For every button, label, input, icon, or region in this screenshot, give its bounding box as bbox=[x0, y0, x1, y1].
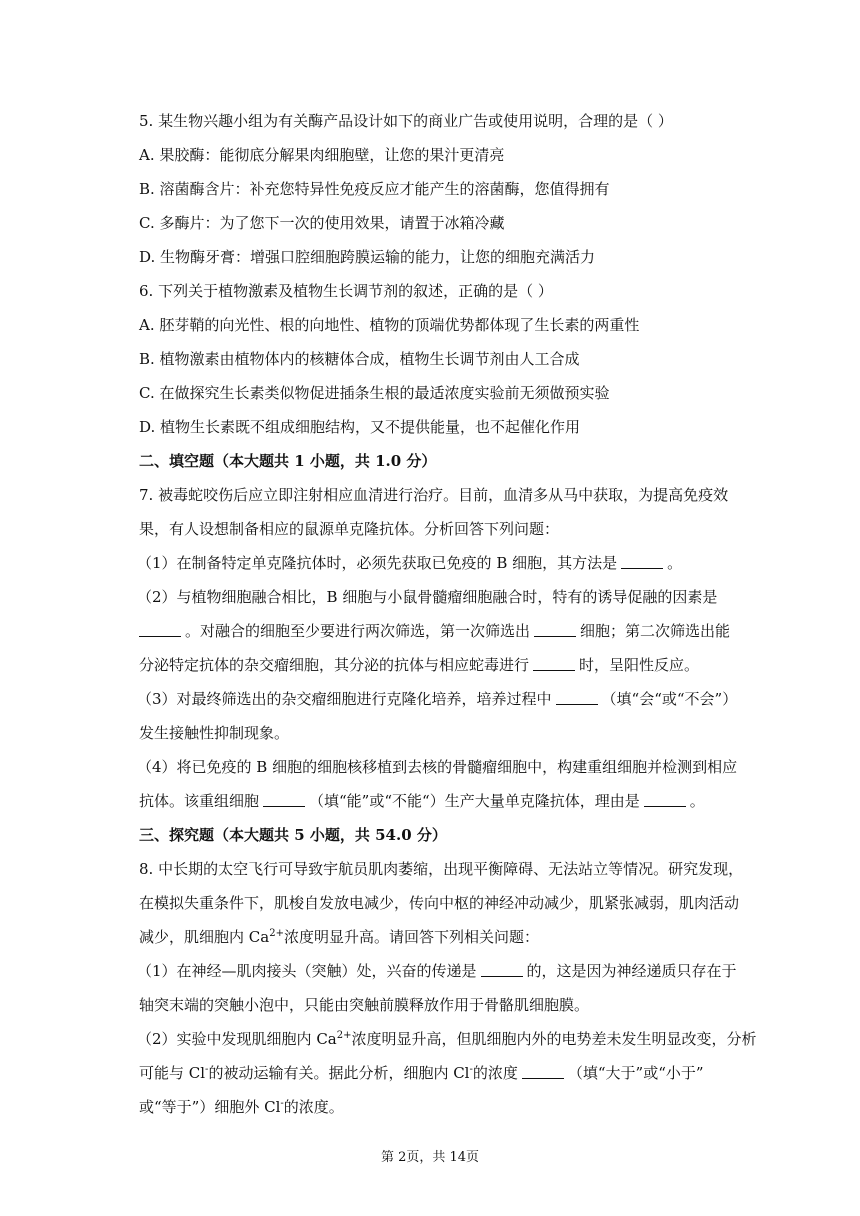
q8-part-1-text-b: 的，这是因为神经递质只存在于 bbox=[526, 962, 737, 980]
q8-part-2-text-b: 浓度明显升高，但肌细胞内外的电势差未发生明显改变，分析 bbox=[351, 1030, 757, 1048]
q6-option-d: D. 植物生长素既不组成细胞结构，又不提供能量，也不起催化作用 bbox=[139, 418, 581, 436]
q5-option-d: D. 生物酶牙膏：增强口腔细胞跨膜运输的能力，让您的细胞充满活力 bbox=[139, 248, 596, 266]
q8-part-2-text-d: 的被动运输有关。据此分析，细胞内 Cl bbox=[208, 1064, 470, 1082]
q5-option-a: A. 果胶酶：能彻底分解果肉细胞壁，让您的果汁更清亮 bbox=[139, 146, 505, 164]
answer-blank bbox=[139, 621, 181, 637]
q8-part-2-text-c: 可能与 Cl bbox=[139, 1064, 206, 1082]
q7-part-4-line-1: （4）将已免疫的 B 细胞的细胞核移植到去核的骨髓瘤细胞中，构建重组细胞并检测到相应 bbox=[137, 758, 738, 776]
q7-part-2-text-e: 时，呈阳性反应。 bbox=[579, 656, 700, 674]
q7-part-4-text-d: 。 bbox=[689, 792, 705, 810]
q7-part-2-text-d: 分泌特定抗体的杂交瘤细胞，其分泌的抗体与相应蛇毒进行 bbox=[139, 656, 530, 674]
q7-part-4-text-b: 抗体。该重组细胞 bbox=[139, 792, 260, 810]
q8-line-2: 在模拟失重条件下，肌梭自发放电减少，传向中枢的神经冲动减少，肌紧张减弱，肌肉活动 bbox=[139, 894, 740, 912]
q8-part-2-text-h: 的浓度。 bbox=[283, 1098, 344, 1116]
q8-line-1: 8. 中长期的太空飞行可导致宇航员肌肉萎缩，出现平衡障碍、无法站立等情况。研究发现， bbox=[139, 860, 744, 878]
q8-part-2-text-e: 的浓度 bbox=[472, 1064, 518, 1082]
q8-line-3-text-b: 浓度明显升高。请回答下列相关问题： bbox=[283, 928, 539, 946]
q8-part-2-text-f: （填“大于”或“小于” bbox=[567, 1064, 704, 1082]
q6-option-b: B. 植物激素由植物体内的核糖体合成，植物生长调节剂由人工合成 bbox=[139, 350, 580, 368]
q7-line-2: 果，有人设想制备相应的鼠源单克隆抗体。分析回答下列问题： bbox=[139, 520, 560, 538]
section-heading-inquiry: 三、探究题（本大题共 5 小题，共 54.0 分） bbox=[139, 826, 447, 844]
chloride-superscript: - bbox=[205, 1064, 209, 1075]
q7-part-2-text-c: 细胞；第二次筛选出能 bbox=[580, 622, 731, 640]
q8-part-2-line-2 bbox=[139, 1063, 704, 1083]
q7-part-3-line-1 bbox=[137, 689, 737, 709]
answer-blank bbox=[621, 553, 663, 569]
q8-line-3-text-a: 减少，肌细胞内 Ca bbox=[139, 928, 270, 946]
q7-part-3-text-b: （填“会“或“不会”） bbox=[601, 690, 738, 708]
q7-part-1-end: 。 bbox=[667, 554, 683, 572]
chloride-superscript: - bbox=[280, 1098, 284, 1109]
q8-part-1-line-1 bbox=[137, 961, 737, 981]
answer-blank bbox=[534, 621, 576, 637]
q6-stem: 6. 下列关于植物激素及植物生长调节剂的叙述，正确的是（ ） bbox=[139, 282, 553, 300]
q7-part-4-line-2 bbox=[139, 791, 705, 811]
q7-part-2-line-1: （2）与植物细胞融合相比，B 细胞与小鼠骨髓瘤细胞融合时，特有的诱导促融的因素是 bbox=[137, 588, 718, 606]
q8-line-3 bbox=[139, 927, 539, 947]
q7-line-1: 7. 被毒蛇咬伤后应立即注射相应血清进行治疗。目前，血清多从马中获取，为提高免疫效 bbox=[139, 486, 729, 504]
q6-option-a: A. 胚芽鞘的向光性、根的向地性、植物的顶端优势都体现了生长素的两重性 bbox=[139, 316, 640, 334]
q8-part-2-line-1 bbox=[137, 1029, 757, 1049]
q8-part-1-text-a: （1）在神经—肌肉接头（突触）处，兴奋的传递是 bbox=[137, 962, 477, 980]
section-heading-fill-in: 二、填空题（本大题共 1 小题，共 1.0 分） bbox=[139, 452, 437, 470]
answer-blank bbox=[263, 791, 305, 807]
q5-option-c: C. 多酶片：为了您下一次的使用效果，请置于冰箱冷藏 bbox=[139, 214, 505, 232]
q5-stem: 5. 某生物兴趣小组为有关酶产品设计如下的商业广告或使用说明，合理的是（ ） bbox=[139, 112, 673, 130]
page-number-footer: 第 2页，共 14页 bbox=[380, 1150, 480, 1165]
q7-part-4-text-c: （填“能”或“不能“）生产大量单克隆抗体，理由是 bbox=[309, 792, 640, 810]
q7-part-2-line-2 bbox=[139, 621, 730, 641]
answer-blank bbox=[644, 791, 686, 807]
answer-blank bbox=[481, 961, 523, 977]
calcium-superscript: 2+ bbox=[269, 928, 284, 939]
chloride-superscript: - bbox=[469, 1064, 473, 1075]
answer-blank bbox=[533, 655, 575, 671]
answer-blank bbox=[556, 689, 598, 705]
q7-part-2-line-3 bbox=[139, 655, 699, 675]
q5-option-b: B. 溶菌酶含片：补充您特异性免疫反应才能产生的溶菌酶，您值得拥有 bbox=[139, 180, 610, 198]
q8-part-2-line-3 bbox=[139, 1097, 344, 1117]
answer-blank bbox=[522, 1063, 564, 1079]
q7-part-3-text-a: （3）对最终筛选出的杂交瘤细胞进行克隆化培养，培养过程中 bbox=[137, 690, 552, 708]
q7-part-1 bbox=[137, 553, 682, 573]
q6-option-c: C. 在做探究生长素类似物促进插条生根的最适浓度实验前无须做预实验 bbox=[139, 384, 610, 402]
q7-part-1-text: （1）在制备特定单克隆抗体时，必须先获取已免疫的 B 细胞，其方法是 bbox=[137, 554, 618, 572]
calcium-superscript: 2+ bbox=[336, 1030, 352, 1041]
q7-part-2-text-b: 。对融合的细胞至少要进行两次筛选，第一次筛选出 bbox=[185, 622, 531, 640]
q8-part-1-line-2: 轴突末端的突触小泡中，只能由突触前膜释放作用于骨骼肌细胞膜。 bbox=[139, 996, 590, 1014]
q8-part-2-text-a: （2）实验中发现肌细胞内 Ca bbox=[137, 1030, 337, 1048]
q7-part-3-line-2: 发生接触性抑制现象。 bbox=[139, 724, 290, 742]
q8-part-2-text-g: 或“等于”）细胞外 Cl bbox=[139, 1098, 281, 1116]
